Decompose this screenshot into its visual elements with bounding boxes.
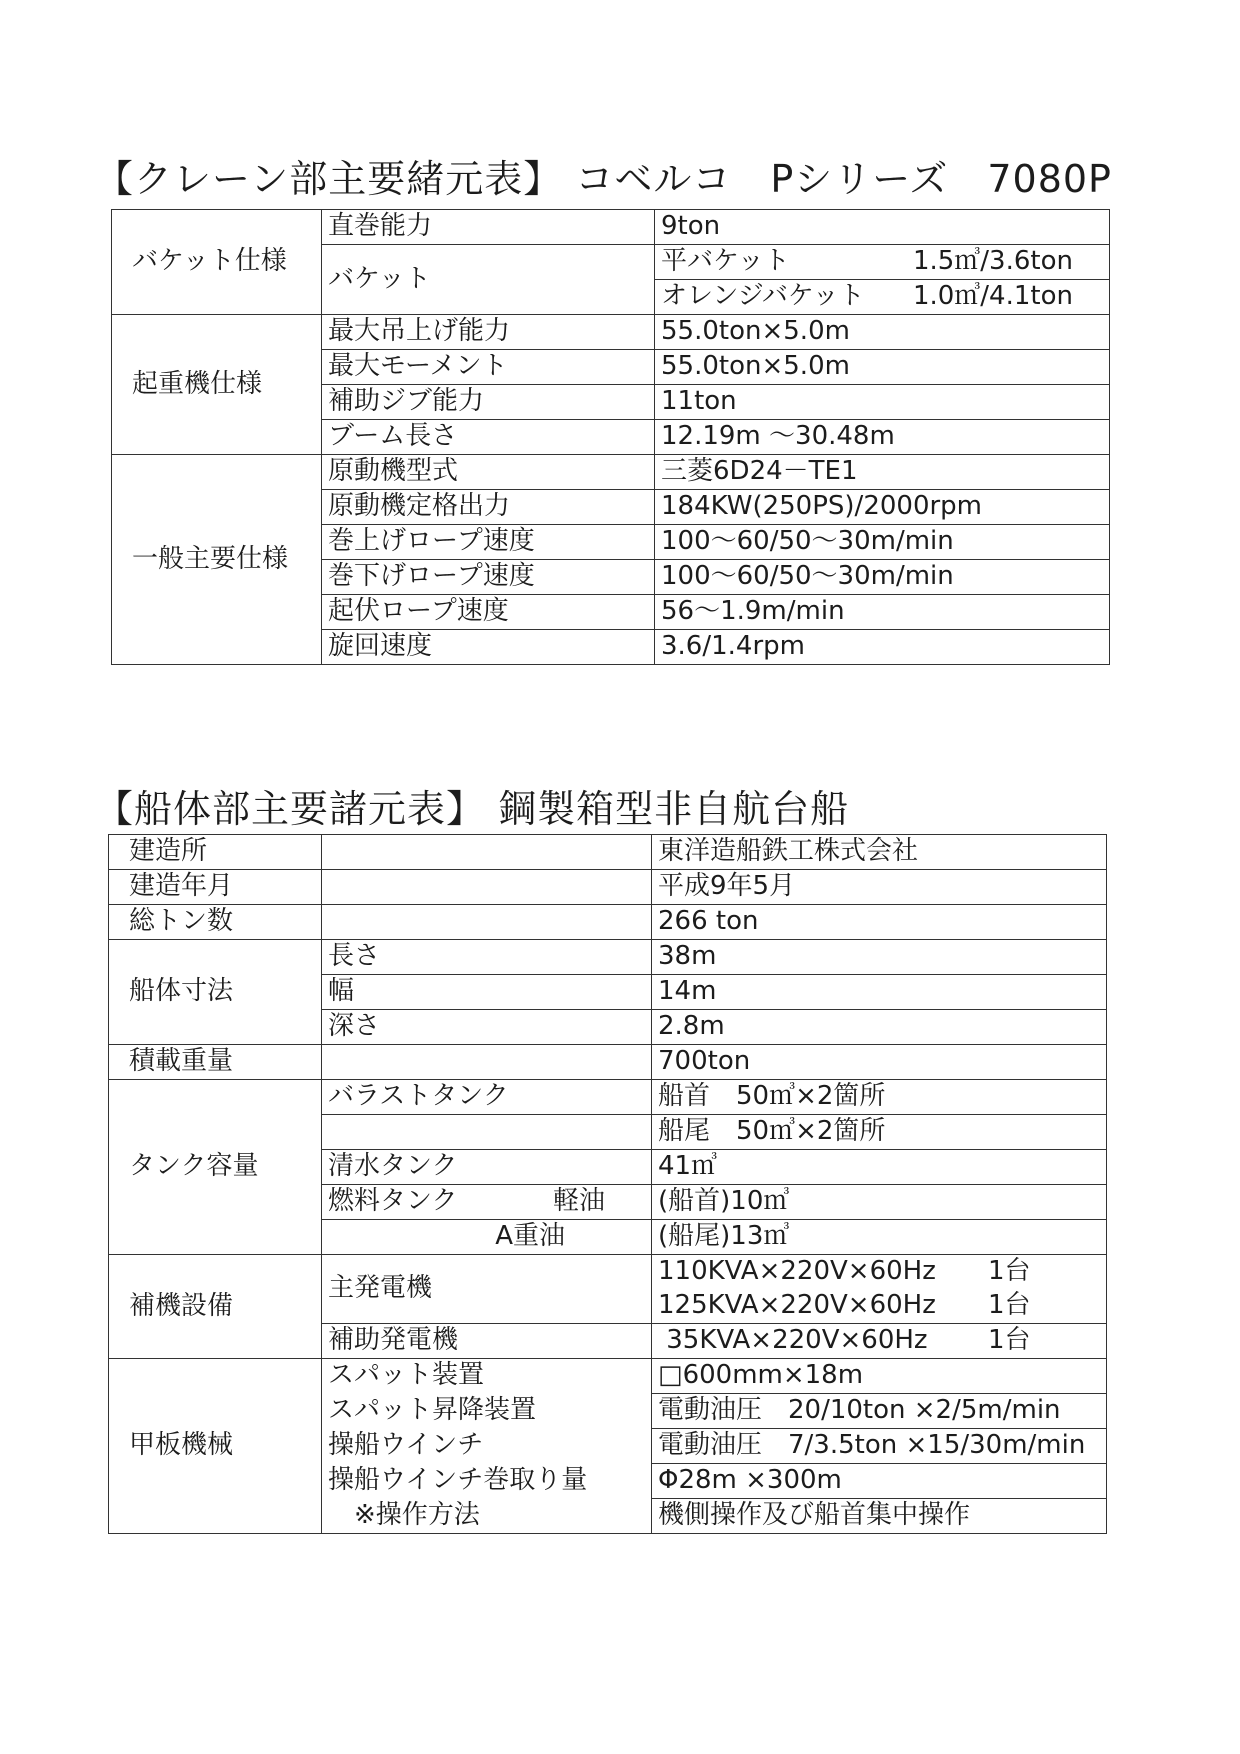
- table-row: [109, 1255, 1107, 1290]
- row-value: 100～60/50～30m/min: [655, 525, 1110, 560]
- table-row: [109, 1080, 1107, 1115]
- row-value: (船首)10㎥: [652, 1185, 1107, 1220]
- hull-spec-table: [108, 834, 1107, 1534]
- row-value: 平成9年5月: [652, 870, 1107, 905]
- row-value: 船首 50㎥×2箇所: [652, 1080, 1107, 1115]
- row-label: 巻上げロープ速度: [322, 525, 655, 560]
- table-row: [109, 870, 1107, 905]
- hull-spec-title: 【船体部主要諸元表】 鋼製箱型非自航台船: [95, 787, 850, 831]
- row-value: Φ28m ×300m: [652, 1464, 1107, 1499]
- row-value: 38m: [652, 940, 1107, 975]
- row-label: [322, 835, 652, 870]
- row-label: 長さ: [322, 940, 652, 975]
- table-row: [109, 905, 1107, 940]
- row-label: スパット昇降装置: [322, 1394, 652, 1429]
- group-label: 総トン数: [109, 905, 322, 940]
- row-label: ※操作方法: [322, 1499, 652, 1534]
- row-label: バケット: [322, 245, 655, 315]
- row-label: ブーム長さ: [322, 420, 655, 455]
- row-label: 燃料タンク 軽油: [322, 1185, 652, 1220]
- group-label: 甲板機械: [109, 1359, 322, 1534]
- group-label: 積載重量: [109, 1045, 322, 1080]
- row-value: 東洋造船鉄工株式会社: [652, 835, 1107, 870]
- row-value: 三菱6D24－TE1: [655, 455, 1110, 490]
- group-label: 建造年月: [109, 870, 322, 905]
- table-row: [109, 1359, 1107, 1394]
- row-label: 清水タンク: [322, 1150, 652, 1185]
- table-row: [109, 1045, 1107, 1080]
- group-label: タンク容量: [109, 1080, 322, 1255]
- table-row: [109, 835, 1107, 870]
- group-label: 一般主要仕様: [112, 455, 322, 665]
- row-label: A重油: [322, 1220, 652, 1255]
- table-row: [112, 455, 1110, 490]
- row-label: [322, 1115, 652, 1150]
- crane-spec-title: 【クレーン部主要緒元表】 コベルコ Pシリーズ 7080P: [95, 157, 1112, 201]
- table-row: [109, 940, 1107, 975]
- row-value: 184KW(250PS)/2000rpm: [655, 490, 1110, 525]
- row-label: 旋回速度: [322, 630, 655, 665]
- row-label: 幅: [322, 975, 652, 1010]
- row-label: 起伏ロープ速度: [322, 595, 655, 630]
- row-value: 平バケット 1.5㎥/3.6ton: [655, 245, 1110, 280]
- row-label: 原動機型式: [322, 455, 655, 490]
- row-value: 700ton: [652, 1045, 1107, 1080]
- group-label: バケット仕様: [112, 210, 322, 315]
- row-value: 100～60/50～30m/min: [655, 560, 1110, 595]
- row-value: 11ton: [655, 385, 1110, 420]
- row-value: 船尾 50㎥×2箇所: [652, 1115, 1107, 1150]
- row-value: 3.6/1.4rpm: [655, 630, 1110, 665]
- row-label: 操船ウインチ: [322, 1429, 652, 1464]
- row-label: 操船ウインチ巻取り量: [322, 1464, 652, 1499]
- row-value: オレンジバケット 1.0㎥/4.1ton: [655, 280, 1110, 315]
- row-value: 55.0ton×5.0m: [655, 350, 1110, 385]
- row-label: 最大吊上げ能力: [322, 315, 655, 350]
- group-label: 船体寸法: [109, 940, 322, 1045]
- row-label: [322, 905, 652, 940]
- row-value: 56～1.9m/min: [655, 595, 1110, 630]
- group-label: 補機設備: [109, 1255, 322, 1359]
- group-label: 起重機仕様: [112, 315, 322, 455]
- row-value: 266 ton: [652, 905, 1107, 940]
- row-value: (船尾)13㎥: [652, 1220, 1107, 1255]
- row-value: 9ton: [655, 210, 1110, 245]
- row-value: 41㎥: [652, 1150, 1107, 1185]
- row-value: 12.19m ～30.48m: [655, 420, 1110, 455]
- row-value: 125KVA×220V×60Hz 1台: [652, 1289, 1107, 1324]
- row-label: 主発電機: [322, 1255, 652, 1324]
- row-label: スパット装置: [322, 1359, 652, 1394]
- row-label: バラストタンク: [322, 1080, 652, 1115]
- row-label: [322, 870, 652, 905]
- row-value: 電動油圧 20/10ton ×2/5m/min: [652, 1394, 1107, 1429]
- row-label: 補助発電機: [322, 1324, 652, 1359]
- row-value: 電動油圧 7/3.5ton ×15/30m/min: [652, 1429, 1107, 1464]
- row-label: 深さ: [322, 1010, 652, 1045]
- row-value: 2.8m: [652, 1010, 1107, 1045]
- table-row: [112, 315, 1110, 350]
- row-value: 110KVA×220V×60Hz 1台: [652, 1255, 1107, 1290]
- crane-spec-table: [111, 209, 1110, 665]
- row-value: 機側操作及び船首集中操作: [652, 1499, 1107, 1534]
- row-label: 直巻能力: [322, 210, 655, 245]
- group-label: 建造所: [109, 835, 322, 870]
- row-value: 14m: [652, 975, 1107, 1010]
- row-value: □600mm×18m: [652, 1359, 1107, 1394]
- row-label: 補助ジブ能力: [322, 385, 655, 420]
- row-label: 原動機定格出力: [322, 490, 655, 525]
- row-label: 最大モーメント: [322, 350, 655, 385]
- row-value: 55.0ton×5.0m: [655, 315, 1110, 350]
- row-value: 35KVA×220V×60Hz 1台: [652, 1324, 1107, 1359]
- row-label: [322, 1045, 652, 1080]
- table-row: [112, 210, 1110, 245]
- row-label: 巻下げロープ速度: [322, 560, 655, 595]
